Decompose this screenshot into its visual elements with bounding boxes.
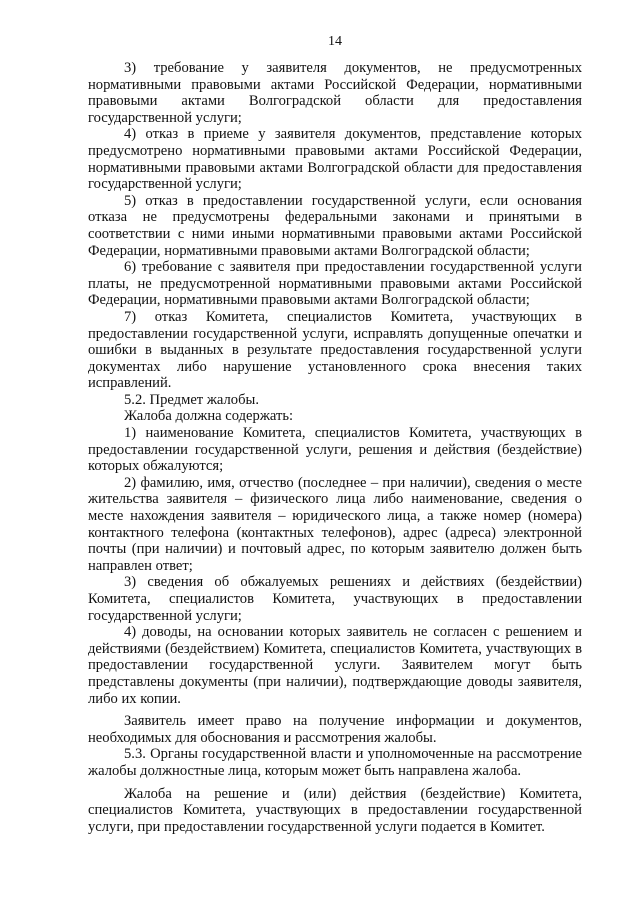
complaint-submission-paragraph: Жалоба на решение и (или) действия (бездействие) Комитета, специалистов Комитета, участвующих в предоставлении государственной услуги, при предоставлении государственной услуги подается в Комитет. [88, 785, 582, 835]
paragraph-item-7-correction-refusal: 7) отказ Комитета, специалистов Комитета, участвующих в предоставлении государственной услуги, исправлять допущенные опечатки и ошибки в выданных в результате предоставления государственной услуги документах либо нарушение установленного срока внесения таких исправлений. [88, 308, 582, 392]
page-number: 14 [328, 34, 342, 49]
complaint-contents-intro: Жалоба должна содержать: [124, 408, 294, 425]
section-heading-5-2: 5.2. Предмет жалобы. [124, 391, 259, 408]
paragraph-item-4-refusal-acceptance: 4) отказ в приеме у заявителя документов, представление которых предусмотрено нормативными правовыми актами Российской Федерации, нормативными правовыми актами Волгоградской области для предоставления государственной услуги; [88, 126, 582, 193]
complaint-item-4: 4) доводы, на основании которых заявитель не согласен с решением и действиями (бездействием) Комитета, специалистов Комитета, участвующих в предоставлении государственной услуги. Заявителем могут быть представлены документы (при наличии), подтверждающие доводы заявителя, либо их копии. [88, 624, 582, 707]
complaint-item-2: 2) фамилию, имя, отчество (последнее – при наличии), сведения о месте жительства заявителя – физического лица либо наименование, сведения о месте нахождения заявителя – юридического лица, а также номер (номера) контактного телефона (контактных телефонов), адрес (адреса) электронной почты (при наличии) и почтовый адрес, по которым заявителю должен быть направлен ответ; [88, 474, 582, 574]
applicant-right-paragraph: Заявитель имеет право на получение информации и документов, необходимых для обоснования и рассмотрения жалобы. [88, 713, 582, 746]
paragraph-item-5-refusal-provision: 5) отказ в предоставлении государственной услуги, если основания отказа не предусмотрены федеральными законами и принятыми в соответствии с ними иными нормативными правовыми актами Российской Федерации, нормативными правовыми актами Волгоградской области; [88, 192, 582, 259]
section-heading-5-3: 5.3. Органы государственной власти и уполномоченные на рассмотрение жалобы должностные лица, которым может быть направлена жалоба. [88, 746, 582, 779]
complaint-item-1: 1) наименование Комитета, специалистов Комитета, участвующих в предоставлении государственной услуги, решения и действия (бездействие) которых обжалуются; [88, 425, 582, 475]
paragraph-item-6-fee-requirement: 6) требование с заявителя при предоставлении государственной услуги платы, не предусмотренной нормативными правовыми актами Российской Федерации, нормативными правовыми актами Волгоградской области; [88, 259, 582, 309]
paragraph-item-3-requirement: 3) требование у заявителя документов, не предусмотренных нормативными правовыми актами Российской Федерации, нормативными правовыми актами Волгоградской области для предоставления государственной услуги; [88, 60, 582, 126]
complaint-item-3: 3) сведения об обжалуемых решениях и действиях (бездействии) Комитета, специалистов Комитета, участвующих в предоставлении государственной услуги; [88, 574, 582, 624]
